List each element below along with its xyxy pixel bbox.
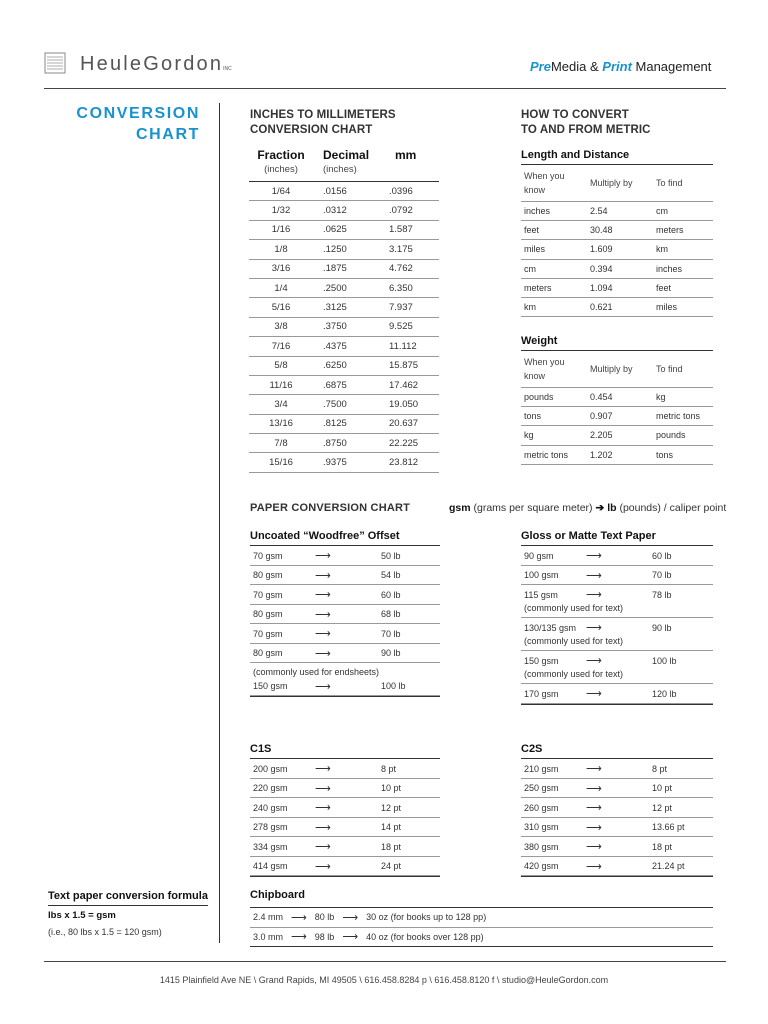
conversion-line xyxy=(253,680,440,694)
mm-cell: 4.762 xyxy=(389,263,413,275)
table-row xyxy=(250,779,440,799)
know-cell: meters xyxy=(524,282,552,293)
table-row xyxy=(521,759,713,779)
paper-section-title: PAPER CONVERSION CHART xyxy=(250,502,411,514)
know-cell: kg xyxy=(524,430,534,441)
formula-equation: lbs x 1.5 = gsm xyxy=(48,910,116,921)
table-row xyxy=(249,279,439,298)
conversion-line xyxy=(524,821,713,835)
multiply-cell: 1.609 xyxy=(590,244,613,255)
gsm-cell: 70 gsm xyxy=(253,589,283,600)
table-row xyxy=(249,260,439,279)
value-cell: 18 pt xyxy=(652,841,673,852)
value-cell: 13.66 pt xyxy=(652,822,685,833)
table-row xyxy=(521,837,713,857)
lb-cell: 80 lb xyxy=(314,912,335,923)
multiply-cell: 2.54 xyxy=(590,206,608,217)
table-row xyxy=(250,585,440,605)
table-row xyxy=(521,279,713,298)
table-row xyxy=(521,651,713,684)
arrow-icon: ⟶ xyxy=(586,841,602,854)
value-cell: 24 pt xyxy=(381,861,402,872)
arrow-icon: ⟶ xyxy=(315,569,331,582)
arrow-icon: ⟶ xyxy=(586,550,602,563)
mm-cell: 15.875 xyxy=(389,360,419,372)
arrow-icon: ⟶ xyxy=(586,763,602,776)
conversion-line xyxy=(253,821,440,835)
arrow-icon: ⟶ xyxy=(315,821,331,834)
weight-table-title: Weight xyxy=(521,335,713,351)
table-row xyxy=(249,240,439,259)
table-row xyxy=(250,644,440,664)
oz-cell: 30 oz (for books up to 128 pp) xyxy=(366,912,487,923)
fraction-cell: 13/16 xyxy=(269,418,293,430)
mm-cell: 3.0 mm xyxy=(253,931,284,942)
fraction-cell: 3/4 xyxy=(274,398,288,410)
inches-section-title: INCHES TO MILLIMETERS CONVERSION CHART xyxy=(250,109,396,136)
conversion-line xyxy=(253,588,440,602)
gsm-cell: 115 gsm xyxy=(524,589,558,600)
arrow-icon: ⟶ xyxy=(342,931,359,944)
arrow-icon: ⟶ xyxy=(586,622,602,635)
arrow-icon: ⟶ xyxy=(315,647,331,660)
multiply-cell: 0.454 xyxy=(590,392,613,403)
gsm-cell: 80 gsm xyxy=(253,609,283,620)
value-cell: 8 pt xyxy=(381,763,397,774)
value-cell: 54 lb xyxy=(381,570,401,581)
fraction-cell: 7/8 xyxy=(274,437,288,449)
gloss-table-title: Gloss or Matte Text Paper xyxy=(521,530,713,546)
conversion-line xyxy=(524,549,713,563)
multiply-cell: 1.202 xyxy=(590,449,613,460)
table-row xyxy=(521,260,713,279)
fraction-cell: 15/16 xyxy=(269,457,293,469)
gloss-table xyxy=(521,530,713,705)
table-row xyxy=(250,663,440,696)
mm-cell: 17.462 xyxy=(389,379,419,391)
fraction-cell: 1/32 xyxy=(271,205,291,217)
mm-cell: 1.587 xyxy=(389,224,413,236)
arrow-icon: ⟶ xyxy=(586,655,602,668)
conversion-line xyxy=(253,608,440,622)
logo-mark-icon xyxy=(44,52,66,74)
multiply-cell: 1.094 xyxy=(590,282,613,293)
know-cell: tons xyxy=(524,411,542,422)
c2s-table-title: C2S xyxy=(521,743,713,759)
weight-table xyxy=(521,335,713,465)
arrow-icon: ⟶ xyxy=(586,821,602,834)
table-row xyxy=(521,407,713,426)
know-cell: metric tons xyxy=(524,449,569,460)
gsm-definition: gsm (grams per square meter) ➔ lb (pounds) / caliper point xyxy=(449,502,727,514)
table-row xyxy=(249,453,439,472)
decimal-cell: .9375 xyxy=(323,457,347,469)
gsm-cell: 240 gsm xyxy=(253,802,288,813)
decimal-cell: .0156 xyxy=(323,185,347,197)
usage-note: (commonly used for text) xyxy=(524,602,624,613)
inches-table-header: Fraction (inches) Decimal (inches) mm xyxy=(249,148,439,182)
mm-cell: 2.4 mm xyxy=(253,912,284,923)
arrow-icon: ⟶ xyxy=(586,860,602,873)
gsm-cell: 334 gsm xyxy=(253,841,288,852)
value-cell: 14 pt xyxy=(381,822,402,833)
gsm-cell: 170 gsm xyxy=(524,688,559,699)
chipboard-table xyxy=(250,889,713,947)
oz-cell: 40 oz (for books over 128 pp) xyxy=(366,931,484,942)
value-cell: 60 lb xyxy=(381,589,401,600)
footer-rule xyxy=(44,961,726,962)
multiply-cell: 0.394 xyxy=(590,263,613,274)
table-row xyxy=(249,182,439,201)
conversion-line xyxy=(253,840,440,854)
fraction-cell: 5/16 xyxy=(271,302,291,314)
table-row xyxy=(250,759,440,779)
conversion-line xyxy=(253,860,440,874)
arrow-icon: ⟶ xyxy=(586,782,602,795)
conversion-line xyxy=(524,621,713,635)
table-row xyxy=(250,818,440,838)
table-row xyxy=(250,605,440,625)
table-row xyxy=(521,202,713,221)
conversion-line xyxy=(253,762,440,776)
value-cell: 120 lb xyxy=(652,688,677,699)
conversion-line xyxy=(253,549,440,563)
gsm-cell: 90 gsm xyxy=(524,550,554,561)
decimal-cell: .8125 xyxy=(323,418,347,430)
table-row xyxy=(521,585,713,618)
mm-cell: .0792 xyxy=(389,205,413,217)
value-cell: 78 lb xyxy=(652,589,672,600)
decimal-cell: .6250 xyxy=(323,360,347,372)
fraction-cell: 3/8 xyxy=(274,321,288,333)
value-cell: 100 lb xyxy=(381,681,406,692)
c1s-table-title: C1S xyxy=(250,743,440,759)
gsm-cell: 220 gsm xyxy=(253,783,288,794)
value-cell: 21.24 pt xyxy=(652,861,685,872)
fraction-cell: 5/8 xyxy=(274,360,288,372)
conversion-line xyxy=(253,782,440,796)
c1s-table xyxy=(250,743,440,877)
usage-note: (commonly used for text) xyxy=(524,668,624,679)
table-row xyxy=(249,376,439,395)
know-cell: feet xyxy=(524,225,540,236)
decimal-cell: .7500 xyxy=(323,398,347,410)
uncoated-table xyxy=(250,530,440,697)
lb-cell: 98 lb xyxy=(314,931,335,942)
inches-table xyxy=(249,148,439,473)
conversion-line xyxy=(524,762,713,776)
value-cell: 10 pt xyxy=(652,783,673,794)
fraction-cell: 11/16 xyxy=(269,379,293,391)
mm-cell: .0396 xyxy=(389,185,413,197)
table-row xyxy=(521,388,713,407)
multiply-cell: 30.48 xyxy=(590,225,613,236)
know-cell: km xyxy=(524,302,536,313)
length-table-title: Length and Distance xyxy=(521,149,713,165)
find-cell: km xyxy=(656,244,668,255)
arrow-icon: ⟶ xyxy=(315,589,331,602)
conversion-line xyxy=(253,627,440,641)
fraction-cell: 1/16 xyxy=(271,224,291,236)
gsm-cell: 130/135 gsm xyxy=(524,622,577,633)
usage-note: (commonly used for endsheets) xyxy=(253,667,380,677)
gsm-cell: 260 gsm xyxy=(524,802,559,813)
find-cell: meters xyxy=(656,225,684,236)
find-cell: miles xyxy=(656,302,678,313)
find-cell: pounds xyxy=(656,430,686,441)
value-cell: 18 pt xyxy=(381,841,402,852)
table-row xyxy=(249,434,439,453)
c2s-table xyxy=(521,743,713,877)
decimal-cell: .3125 xyxy=(323,302,347,314)
table-row xyxy=(521,566,713,586)
mm-cell: 3.175 xyxy=(389,243,413,255)
value-cell: 8 pt xyxy=(652,763,668,774)
gsm-cell: 420 gsm xyxy=(524,861,559,872)
decimal-cell: .2500 xyxy=(323,282,347,294)
mm-cell: 20.637 xyxy=(389,418,419,430)
multiply-cell: 2.205 xyxy=(590,430,613,441)
decimal-cell: .3750 xyxy=(323,321,347,333)
column-divider xyxy=(219,103,220,943)
fraction-cell: 7/16 xyxy=(271,340,291,352)
table-row xyxy=(521,857,713,877)
value-cell: 12 pt xyxy=(652,802,673,813)
value-cell: 12 pt xyxy=(381,802,402,813)
decimal-cell: .8750 xyxy=(323,437,347,449)
mm-cell: 23.812 xyxy=(389,457,419,469)
table-row xyxy=(249,298,439,317)
decimal-cell: .6875 xyxy=(323,379,347,391)
value-cell: 100 lb xyxy=(652,655,677,666)
conversion-line xyxy=(524,860,713,874)
mm-cell: 22.225 xyxy=(389,437,419,449)
conversion-line xyxy=(524,782,713,796)
value-cell: 68 lb xyxy=(381,609,401,620)
metric-section-title: HOW TO CONVERT TO AND FROM METRIC xyxy=(521,109,651,136)
table-row xyxy=(249,357,439,376)
conversion-line xyxy=(253,801,440,815)
table-row xyxy=(250,837,440,857)
conversion-line xyxy=(524,840,713,854)
table-row xyxy=(250,624,440,644)
page-title: CONVERSION CHART xyxy=(76,105,200,143)
know-cell: cm xyxy=(524,263,536,274)
uncoated-table-title: Uncoated “Woodfree” Offset xyxy=(250,530,440,546)
find-cell: metric tons xyxy=(656,411,701,422)
conversion-line xyxy=(524,569,713,583)
table-row xyxy=(250,566,440,586)
decimal-cell: .0625 xyxy=(323,224,347,236)
decimal-cell: .1250 xyxy=(323,243,347,255)
gsm-cell: 414 gsm xyxy=(253,861,288,872)
table-row xyxy=(249,337,439,356)
table-row xyxy=(249,318,439,337)
arrow-icon: ⟶ xyxy=(315,550,331,563)
usage-note: (commonly used for text) xyxy=(524,635,624,646)
conversion-line xyxy=(253,569,440,583)
table-row xyxy=(521,818,713,838)
value-cell: 90 lb xyxy=(381,648,401,659)
know-cell: miles xyxy=(524,244,546,255)
value-cell: 60 lb xyxy=(652,550,672,561)
gsm-cell: 80 gsm xyxy=(253,570,283,581)
value-cell: 10 pt xyxy=(381,783,402,794)
multiply-cell: 0.907 xyxy=(590,411,613,422)
logo-text: HeuleGordonINC xyxy=(80,53,232,75)
value-cell: 70 lb xyxy=(381,628,401,639)
decimal-cell: .4375 xyxy=(323,340,347,352)
decimal-cell: .0312 xyxy=(323,205,347,217)
table-row xyxy=(249,415,439,434)
fraction-cell: 1/4 xyxy=(274,282,288,294)
arrow-icon: ⟶ xyxy=(586,688,602,701)
table-row xyxy=(521,298,713,317)
arrow-icon: ⟶ xyxy=(315,841,331,854)
conversion-line xyxy=(524,801,713,815)
gsm-cell: 278 gsm xyxy=(253,822,288,833)
arrow-icon: ⟶ xyxy=(586,802,602,815)
formula-example: (i.e., 80 lbs x 1.5 = 120 gsm) xyxy=(48,927,162,937)
mm-cell: 7.937 xyxy=(389,302,413,314)
table-row xyxy=(521,779,713,799)
find-cell: inches xyxy=(656,263,683,274)
arrow-icon: ⟶ xyxy=(342,911,359,924)
find-cell: feet xyxy=(656,282,672,293)
table-row xyxy=(250,546,440,566)
tagline: PreMedia & Print Management xyxy=(530,59,712,74)
footer-contact: 1415 Plainfield Ave NE \ Grand Rapids, MI 49505 \ 616.458.8284 p \ 616.458.8120 f \ studio@HeuleGordon.com xyxy=(159,975,609,985)
weight-table-header: When you know Multiply by To find xyxy=(521,351,713,388)
find-cell: tons xyxy=(656,449,674,460)
table-row xyxy=(521,240,713,259)
decimal-cell: .1875 xyxy=(323,263,347,275)
arrow-icon: ⟶ xyxy=(315,680,331,693)
length-table xyxy=(521,149,713,317)
gsm-cell: 70 gsm xyxy=(253,550,283,561)
table-row xyxy=(250,857,440,877)
gsm-cell: 250 gsm xyxy=(524,783,559,794)
length-table-header: When you know Multiply by To find xyxy=(521,165,713,202)
multiply-cell: 0.621 xyxy=(590,302,613,313)
mm-cell: 6.350 xyxy=(389,282,413,294)
conversion-line xyxy=(524,588,713,602)
table-row xyxy=(250,908,713,928)
table-row xyxy=(250,928,713,948)
arrow-icon: ⟶ xyxy=(315,608,331,621)
mm-cell: 9.525 xyxy=(389,321,413,333)
fraction-cell: 1/64 xyxy=(271,185,291,197)
table-row xyxy=(249,201,439,220)
value-cell: 50 lb xyxy=(381,550,401,561)
gsm-cell: 80 gsm xyxy=(253,648,283,659)
gsm-cell: 200 gsm xyxy=(253,763,288,774)
table-row xyxy=(521,546,713,566)
table-row xyxy=(249,395,439,414)
fraction-cell: 1/8 xyxy=(274,243,288,255)
fraction-cell: 3/16 xyxy=(271,263,291,275)
table-row xyxy=(521,798,713,818)
gsm-cell: 100 gsm xyxy=(524,570,559,581)
know-cell: inches xyxy=(524,206,551,217)
gsm-cell: 380 gsm xyxy=(524,841,559,852)
conversion-line xyxy=(524,687,713,701)
value-cell: 70 lb xyxy=(652,570,672,581)
gsm-cell: 150 gsm xyxy=(253,681,288,692)
table-row xyxy=(521,426,713,445)
arrow-icon: ⟶ xyxy=(586,569,602,582)
gsm-cell: 210 gsm xyxy=(524,763,559,774)
find-cell: cm xyxy=(656,206,668,217)
gsm-cell: 70 gsm xyxy=(253,628,283,639)
table-row xyxy=(521,684,713,704)
arrow-icon: ⟶ xyxy=(315,763,331,776)
arrow-icon: ⟶ xyxy=(315,782,331,795)
mm-cell: 19.050 xyxy=(389,398,419,410)
value-cell: 90 lb xyxy=(652,622,672,633)
header-rule xyxy=(44,88,726,89)
arrow-icon: ⟶ xyxy=(291,931,307,944)
chipboard-title: Chipboard xyxy=(250,889,713,908)
find-cell: kg xyxy=(656,392,666,403)
gsm-cell: 150 gsm xyxy=(524,655,559,666)
formula-title: Text paper conversion formula xyxy=(48,890,208,906)
arrow-icon: ⟶ xyxy=(291,911,307,924)
table-row xyxy=(250,798,440,818)
arrow-icon: ⟶ xyxy=(315,802,331,815)
mm-cell: 11.112 xyxy=(389,340,417,352)
arrow-icon: ⟶ xyxy=(315,860,331,873)
table-row xyxy=(521,221,713,240)
arrow-icon: ⟶ xyxy=(586,589,602,602)
know-cell: pounds xyxy=(524,392,554,403)
arrow-icon: ⟶ xyxy=(315,628,331,641)
table-row xyxy=(249,221,439,240)
table-row xyxy=(521,446,713,465)
table-row xyxy=(521,618,713,651)
gsm-cell: 310 gsm xyxy=(524,822,559,833)
conversion-line xyxy=(524,654,713,668)
conversion-line xyxy=(253,647,440,661)
